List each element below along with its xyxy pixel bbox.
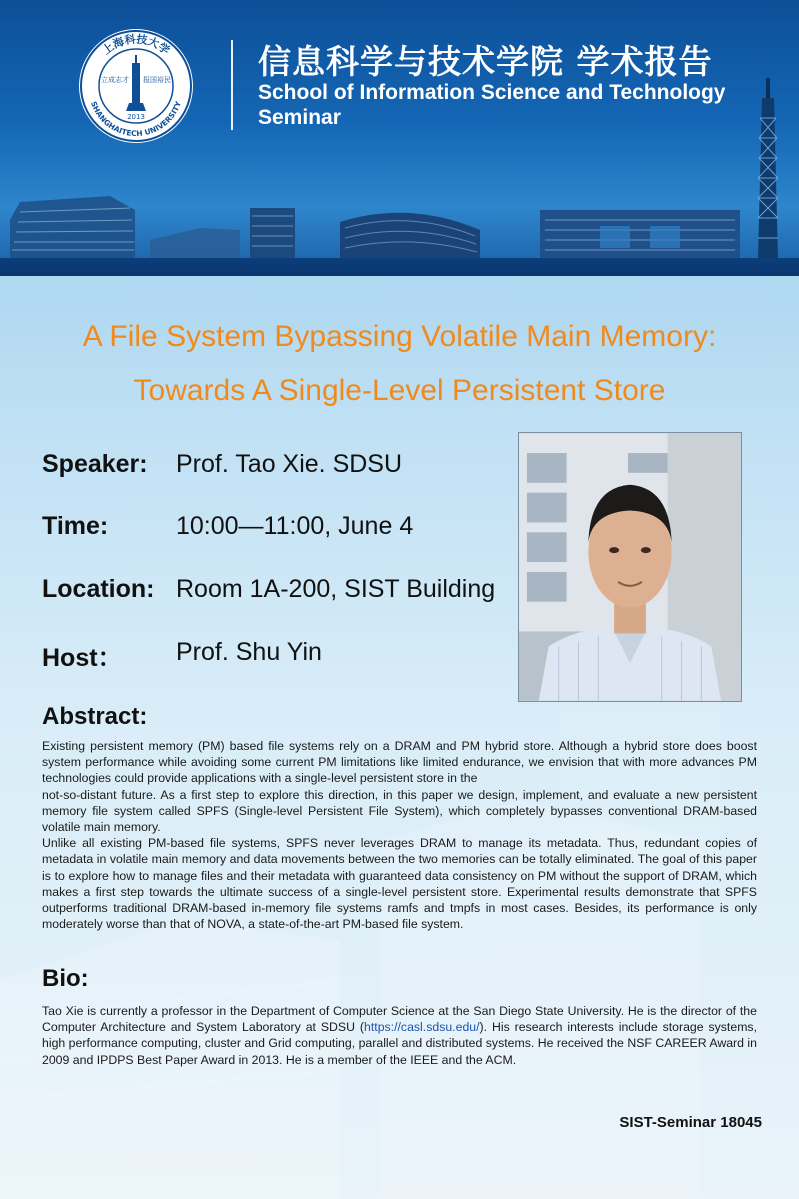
talk-title-line1: A File System Bypassing Volatile Main Memory: bbox=[82, 320, 717, 353]
abstract-paragraph-1: Existing persistent memory (PM) based file systems rely on a DRAM and PM hybrid store. Although a hybrid store does boost system performance while avoiding some current PM limitations like limited endurance, we envision that with more advances PM technologies could provide applications with a single-level persistent store in the bbox=[42, 739, 757, 786]
lab-website-link[interactable]: https://casl.sdsu.edu/ bbox=[364, 1020, 480, 1035]
svg-text:上海科技大学: 上海科技大学 bbox=[99, 32, 173, 58]
school-title-chinese: 信息科学与技术学院 学术报告 bbox=[258, 42, 713, 81]
svg-text:立成志才: 立成志才 bbox=[101, 76, 129, 84]
abstract-paragraph-1b: not-so-distant future. As a first step to explore this direction, in this paper we design, implement, and evaluate a new persistent memory file system called SPFS (Single-level Persistent File System), which completely bypasses conventional DRAM-based volatile main memory. bbox=[42, 787, 757, 835]
header-bottom-stripe bbox=[0, 258, 799, 276]
time-label: Time: bbox=[42, 512, 109, 540]
abstract-heading: Abstract: bbox=[42, 703, 148, 730]
bio-text bbox=[42, 1003, 757, 1068]
abstract-paragraph-2: Unlike all existing PM-based file systems, SPFS never leverages DRAM to manage its metadata. Thus, redundant copies of metadata in volatile main memory and data movements between the two memories can be totally eliminated. The goal of this paper is to explore how to manage files and their metadata with guaranteed data consistency on PM without the support of DRAM, which makes a first step towards the ultimate success of a single-level persistent store. Experimental results demonstrate that SPFS outperforms traditional DRAM-based in-memory file systems ramfs and tmpfs in most cases. Besides, its performance is only moderately worse than that of NOVA, a state-of-the-art PM-based file system. bbox=[42, 836, 757, 932]
seminar-code: SIST-Seminar 18045 bbox=[619, 1114, 762, 1131]
talk-title bbox=[0, 310, 799, 418]
host-value: Prof. Shu Yin bbox=[176, 638, 322, 666]
talk-title-line2: Towards A Single-Level Persistent Store bbox=[133, 374, 666, 407]
speaker-label: Speaker: bbox=[42, 450, 148, 478]
school-title-english: School of Information Science and Technology Seminar bbox=[258, 81, 726, 129]
bio-text-end: ). His research interests include storage systems, high performance computing, cluster and Grid computing, parallel and distributed systems. He received the NSF CAREER Award in 2009 and IPDPS Best Paper Award in 2013. He is a member of the IEEE and the ACM. bbox=[42, 1020, 757, 1067]
university-seal-icon bbox=[77, 27, 195, 145]
svg-text:报国裕民: 报国裕民 bbox=[143, 76, 171, 84]
header-banner bbox=[0, 0, 799, 276]
location-value: Room 1A-200, SIST Building bbox=[176, 575, 496, 603]
speaker-photo bbox=[518, 432, 742, 702]
svg-text:SHANGHAITECH UNIVERSITY: SHANGHAITECH UNIVERSITY bbox=[89, 100, 183, 139]
svg-text:2013: 2013 bbox=[127, 113, 145, 121]
speaker-value: Prof. Tao Xie. SDSU bbox=[176, 450, 403, 478]
campus-skyline-graphic bbox=[0, 150, 799, 262]
tv-tower-graphic bbox=[748, 78, 788, 260]
location-label: Location: bbox=[42, 575, 155, 603]
header-divider bbox=[231, 40, 233, 130]
host-label: Host： bbox=[42, 644, 123, 672]
abstract-text bbox=[42, 738, 757, 932]
bio-heading: Bio: bbox=[42, 965, 89, 992]
bio-text-start: Tao Xie is currently a professor in the Department of Computer Science at the San Diego State University. He is the director of the Computer Architecture and System Laboratory at SDSU ( bbox=[42, 1004, 757, 1035]
time-value: 10:00—11:00, June 4 bbox=[176, 512, 414, 540]
